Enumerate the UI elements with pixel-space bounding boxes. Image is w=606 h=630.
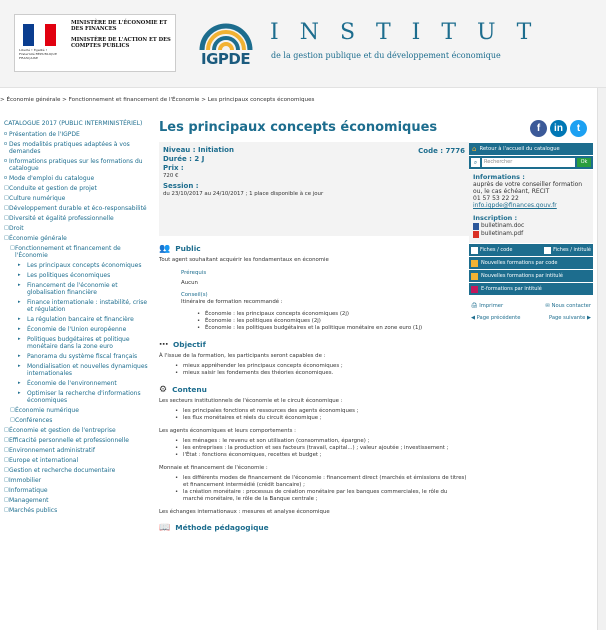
- nouvelles-intitule-button[interactable]: [469, 270, 593, 282]
- igpde-logo-text: IGPDE: [201, 50, 251, 68]
- session-value: du 23/10/2017 au 24/10/2017 ; 1 place disponible à ce jour: [163, 191, 324, 197]
- print-button[interactable]: [471, 303, 503, 309]
- contact-label: Nous contacter: [551, 303, 591, 309]
- sidebar-subitem[interactable]: ▸ Économie de l'environnement: [18, 380, 149, 387]
- doc-link-label: bulletinam.doc: [481, 223, 525, 229]
- sidebar-item[interactable]: □ Conduite et gestion de projet: [4, 185, 149, 192]
- ministry-block[interactable]: [14, 14, 176, 72]
- sidebar-item[interactable]: □ Marchés publics: [4, 507, 149, 514]
- print-label: Imprimer: [479, 303, 504, 309]
- fiches-row: [469, 244, 593, 256]
- mail-icon: ✉: [545, 303, 550, 309]
- prev-page-label: Page précédente: [476, 315, 521, 321]
- prerequis-label: Prérequis: [181, 269, 207, 276]
- institut-title: INSTITUT: [270, 20, 553, 45]
- sidebar-item[interactable]: □ Développement durable et éco-responsabilité: [4, 205, 149, 212]
- sheet-icon: [471, 247, 478, 254]
- arrow-right-icon: ▶: [587, 315, 591, 321]
- fiches-code-label: Fiches / code: [480, 247, 513, 253]
- sidebar-item[interactable]: o Présentation de l'IGPDE: [4, 131, 149, 138]
- nouvelles-intitule-label: Nouvelles formations par intitulé: [481, 273, 563, 279]
- code-label: Code : 7776: [418, 147, 465, 155]
- itineraire-item: • Économie : les principaux concepts économiques (2j): [197, 311, 469, 318]
- page-title: Les principaux concepts économiques: [159, 120, 438, 135]
- objectif-item: • mieux appréhender les principaux concepts économiques ;: [175, 363, 469, 370]
- pager-row: [469, 315, 593, 321]
- fiches-intitule-button[interactable]: [544, 247, 591, 254]
- methode-heading: [159, 523, 469, 533]
- people-icon: 👥: [159, 244, 171, 254]
- search-input[interactable]: Rechercher: [482, 158, 575, 167]
- sidebar-subitem-fonctionnement[interactable]: □ Fonctionnement et financement de l'Économie: [10, 245, 149, 259]
- contenu-section-3: Monnaie et financement de l'économie :: [159, 464, 268, 471]
- contenu-item: • les différents modes de financement de l'économie : financement direct (marchés et émissions de titres) et financement intermédié (crédit bancaire) ;: [175, 475, 469, 489]
- sidebar-nav: [4, 120, 149, 517]
- sidebar-item[interactable]: □ Efficacité personnelle et professionnelle: [4, 437, 149, 444]
- linkedin-icon[interactable]: in: [550, 120, 567, 137]
- contenu-heading-text: Contenu: [172, 385, 207, 395]
- french-flag-logo: [23, 24, 56, 46]
- fiches-intitule-label: Fiches / intitulé: [553, 247, 591, 253]
- objectif-heading-text: Objectif: [173, 340, 206, 350]
- conseil-label: Conseil(s): [181, 291, 208, 298]
- right-column: [469, 120, 593, 321]
- sidebar-item-economie-generale[interactable]: □ Économie générale: [4, 235, 149, 242]
- info-title: Informations :: [473, 173, 525, 181]
- eformation-icon: [471, 286, 478, 293]
- info-phone: 01 57 53 22 22: [473, 195, 519, 202]
- sidebar-item[interactable]: □ Informatique: [4, 487, 149, 494]
- sidebar-item[interactable]: □ Europe et international: [4, 457, 149, 464]
- sidebar-item[interactable]: o Mode d'emploi du catalogue: [4, 175, 149, 182]
- sidebar-subitem[interactable]: ▸ Panorama du système fiscal français: [18, 353, 149, 360]
- sidebar-subitem-conferences[interactable]: □ Conférences: [10, 417, 149, 424]
- back-to-catalogue-label: Retour à l'accueil du catalogue: [479, 146, 560, 152]
- doc-link[interactable]: [473, 222, 589, 230]
- public-heading: [159, 244, 469, 254]
- info-email-link[interactable]: info.igpde@finances.gouv.fr: [473, 202, 557, 209]
- sheet-icon: [544, 247, 551, 254]
- course-info-box: [159, 142, 469, 236]
- ministry-line-1: MINISTÈRE DE L'ÉCONOMIE ET DES FINANCES: [71, 20, 168, 33]
- objectif-intro: À l'issue de la formation, les participants seront capables de :: [159, 353, 326, 360]
- catalogue-title[interactable]: CATALOGUE 2017 (PUBLIC INTERMINISTÉRIEL): [4, 120, 143, 127]
- conseil-text: Itinéraire de formation recommandé :: [181, 298, 283, 305]
- sidebar-subitem[interactable]: ▸ La régulation bancaire et financière: [18, 316, 149, 323]
- eformations-button[interactable]: [469, 283, 593, 295]
- search-bar: [469, 156, 593, 169]
- sidebar-subitem[interactable]: ▸ Économie de l'Union européenne: [18, 326, 149, 333]
- prix-value: 720 €: [163, 173, 179, 179]
- sidebar-item[interactable]: □ Diversité et égalité professionnelle: [4, 215, 149, 222]
- back-to-catalogue-button[interactable]: [469, 143, 593, 155]
- eformations-label: E-formations par intitulé: [481, 286, 542, 292]
- contenu-item: • les ménages : le revenu et son utilisation (consommation, épargne) ;: [175, 438, 469, 445]
- sidebar-item[interactable]: □ Environnement administratif: [4, 447, 149, 454]
- prix-label: Prix :: [163, 164, 184, 172]
- pdf-link[interactable]: [473, 230, 589, 238]
- inscription-title: Inscription :: [473, 214, 518, 222]
- sidebar-item[interactable]: □ Immobilier: [4, 477, 149, 484]
- main-content: [159, 120, 469, 533]
- arrow-left-icon: ◀: [471, 315, 475, 321]
- contact-button[interactable]: [546, 303, 591, 309]
- fiches-code-button[interactable]: [471, 247, 512, 254]
- sidebar-item[interactable]: □ Droit: [4, 225, 149, 232]
- nouvelles-code-label: Nouvelles formations par code: [481, 260, 558, 266]
- info-line: auprès de votre conseiller formation ou, le cas échéant, RECIT: [473, 181, 583, 195]
- breadcrumb[interactable]: > Économie générale > Fonctionnement et financement de l'Économie > Les principaux concepts économiques: [0, 97, 315, 103]
- site-header: [0, 0, 606, 88]
- contenu-heading: [159, 385, 469, 395]
- nouvelles-code-button[interactable]: [469, 257, 593, 269]
- ministry-names: [71, 20, 175, 54]
- sidebar-item[interactable]: o Des modalités pratiques adaptées à vos demandes: [4, 141, 149, 155]
- sidebar-item[interactable]: □ Culture numérique: [4, 195, 149, 202]
- next-page-label: Page suivante: [548, 315, 586, 321]
- next-page-button[interactable]: [549, 315, 591, 321]
- sidebar-subitem[interactable]: ▸ Financement de l'économie et globalisation financière: [18, 282, 149, 296]
- sidebar-subitem-numerique[interactable]: □ Économie numérique: [10, 407, 149, 414]
- sidebar-subitem[interactable]: ▸ Les politiques économiques: [18, 272, 149, 279]
- search-ok-button[interactable]: Ok: [577, 158, 591, 167]
- session-label: Session :: [163, 182, 199, 190]
- gears-icon: ⚙: [159, 385, 168, 396]
- pdf-icon: [473, 231, 479, 238]
- info-panel: [469, 170, 593, 243]
- itineraire-item-link[interactable]: • Économie : les politiques économiques (2j): [197, 318, 469, 325]
- target-icon: ⋯: [159, 340, 168, 351]
- contenu-section-4: Les échanges internationaux : mesures et analyse économique: [159, 508, 330, 515]
- contenu-item: • la création monétaire : processus de création monétaire par les banques commerciales, le rôle du marché monétaire, le rôle de la Banque centrale ;: [175, 489, 469, 503]
- contenu-item: • les entreprises : la production et ses facteurs (travail, capital...) ; valeur ajoutée ; investissement ;: [175, 445, 469, 452]
- page-scrollbar[interactable]: [597, 88, 606, 630]
- duree-label: Durée : 2 J: [163, 155, 205, 163]
- sidebar-subitem[interactable]: ▸ Mondialisation et nouvelles dynamiques internationales: [18, 363, 149, 377]
- contenu-item: • les flux monétaires et réels du circuit économique ;: [175, 415, 469, 422]
- search-icon: ⌕: [471, 158, 480, 167]
- ministry-line-2: MINISTÈRE DE L'ACTION ET DES COMPTES PUBLICS: [71, 36, 171, 50]
- twitter-icon[interactable]: t: [570, 120, 587, 137]
- itineraire-item-link[interactable]: • Économie : les politiques budgétaires et la politique monétaire en zone euro (1j): [197, 325, 469, 332]
- objectif-heading: [159, 340, 469, 350]
- objectif-item: • mieux saisir les fondements des théories économiques.: [175, 370, 469, 377]
- contenu-item: • l'État : fonctions économiques, recettes et budget ;: [175, 452, 469, 459]
- prerequis-value: Aucun: [181, 279, 198, 286]
- print-contact-row: [469, 303, 593, 309]
- pdf-link-label: bulletinam.pdf: [481, 231, 524, 237]
- contenu-item: • les principales fonctions et ressources des agents économiques ;: [175, 408, 469, 415]
- facebook-icon[interactable]: f: [530, 120, 547, 137]
- sidebar-item[interactable]: □ Management: [4, 497, 149, 504]
- home-icon: ⌂: [472, 145, 477, 153]
- public-text: Tout agent souhaitant acquérir les fondamentaux en économie: [159, 257, 329, 263]
- sidebar-subitem[interactable]: ▸ Finance internationale : instabilité, crise et régulation: [18, 299, 149, 313]
- institut-subtitle: de la gestion publique et du développement économique: [271, 51, 501, 60]
- sidebar-subitem[interactable]: ▸ Politiques budgétaires et politique monétaire dans la zone euro: [18, 336, 149, 350]
- word-icon: [473, 223, 479, 230]
- methode-heading-text: Méthode pédagogique: [175, 523, 269, 533]
- new-icon: [471, 273, 478, 280]
- prev-page-button[interactable]: [471, 315, 520, 321]
- contenu-section-1: Les secteurs institutionnels de l'économie et le circuit économique :: [159, 398, 343, 405]
- republique-text: Liberté • Égalité • Fraternité RÉPUBLIQUE FRANÇAISE: [19, 48, 58, 60]
- sidebar-item[interactable]: □ Économie et gestion de l'entreprise: [4, 427, 149, 434]
- sidebar-subitem-active[interactable]: ▸ Les principaux concepts économiques: [18, 262, 149, 269]
- sidebar-item[interactable]: o Informations pratiques sur les formations du catalogue: [4, 158, 149, 172]
- new-icon: [471, 260, 478, 267]
- niveau-label: Niveau : Initiation: [163, 146, 234, 154]
- public-heading-text: Public: [175, 244, 201, 253]
- printer-icon: 🖨: [471, 303, 478, 309]
- book-icon: 📖: [159, 523, 171, 534]
- social-links: [469, 120, 593, 137]
- contenu-section-2: Les agents économiques et leurs comportements :: [159, 427, 296, 434]
- sidebar-item[interactable]: □ Gestion et recherche documentaire: [4, 467, 149, 474]
- sidebar-subitem[interactable]: ▸ Optimiser la recherche d'informations économiques: [18, 390, 149, 404]
